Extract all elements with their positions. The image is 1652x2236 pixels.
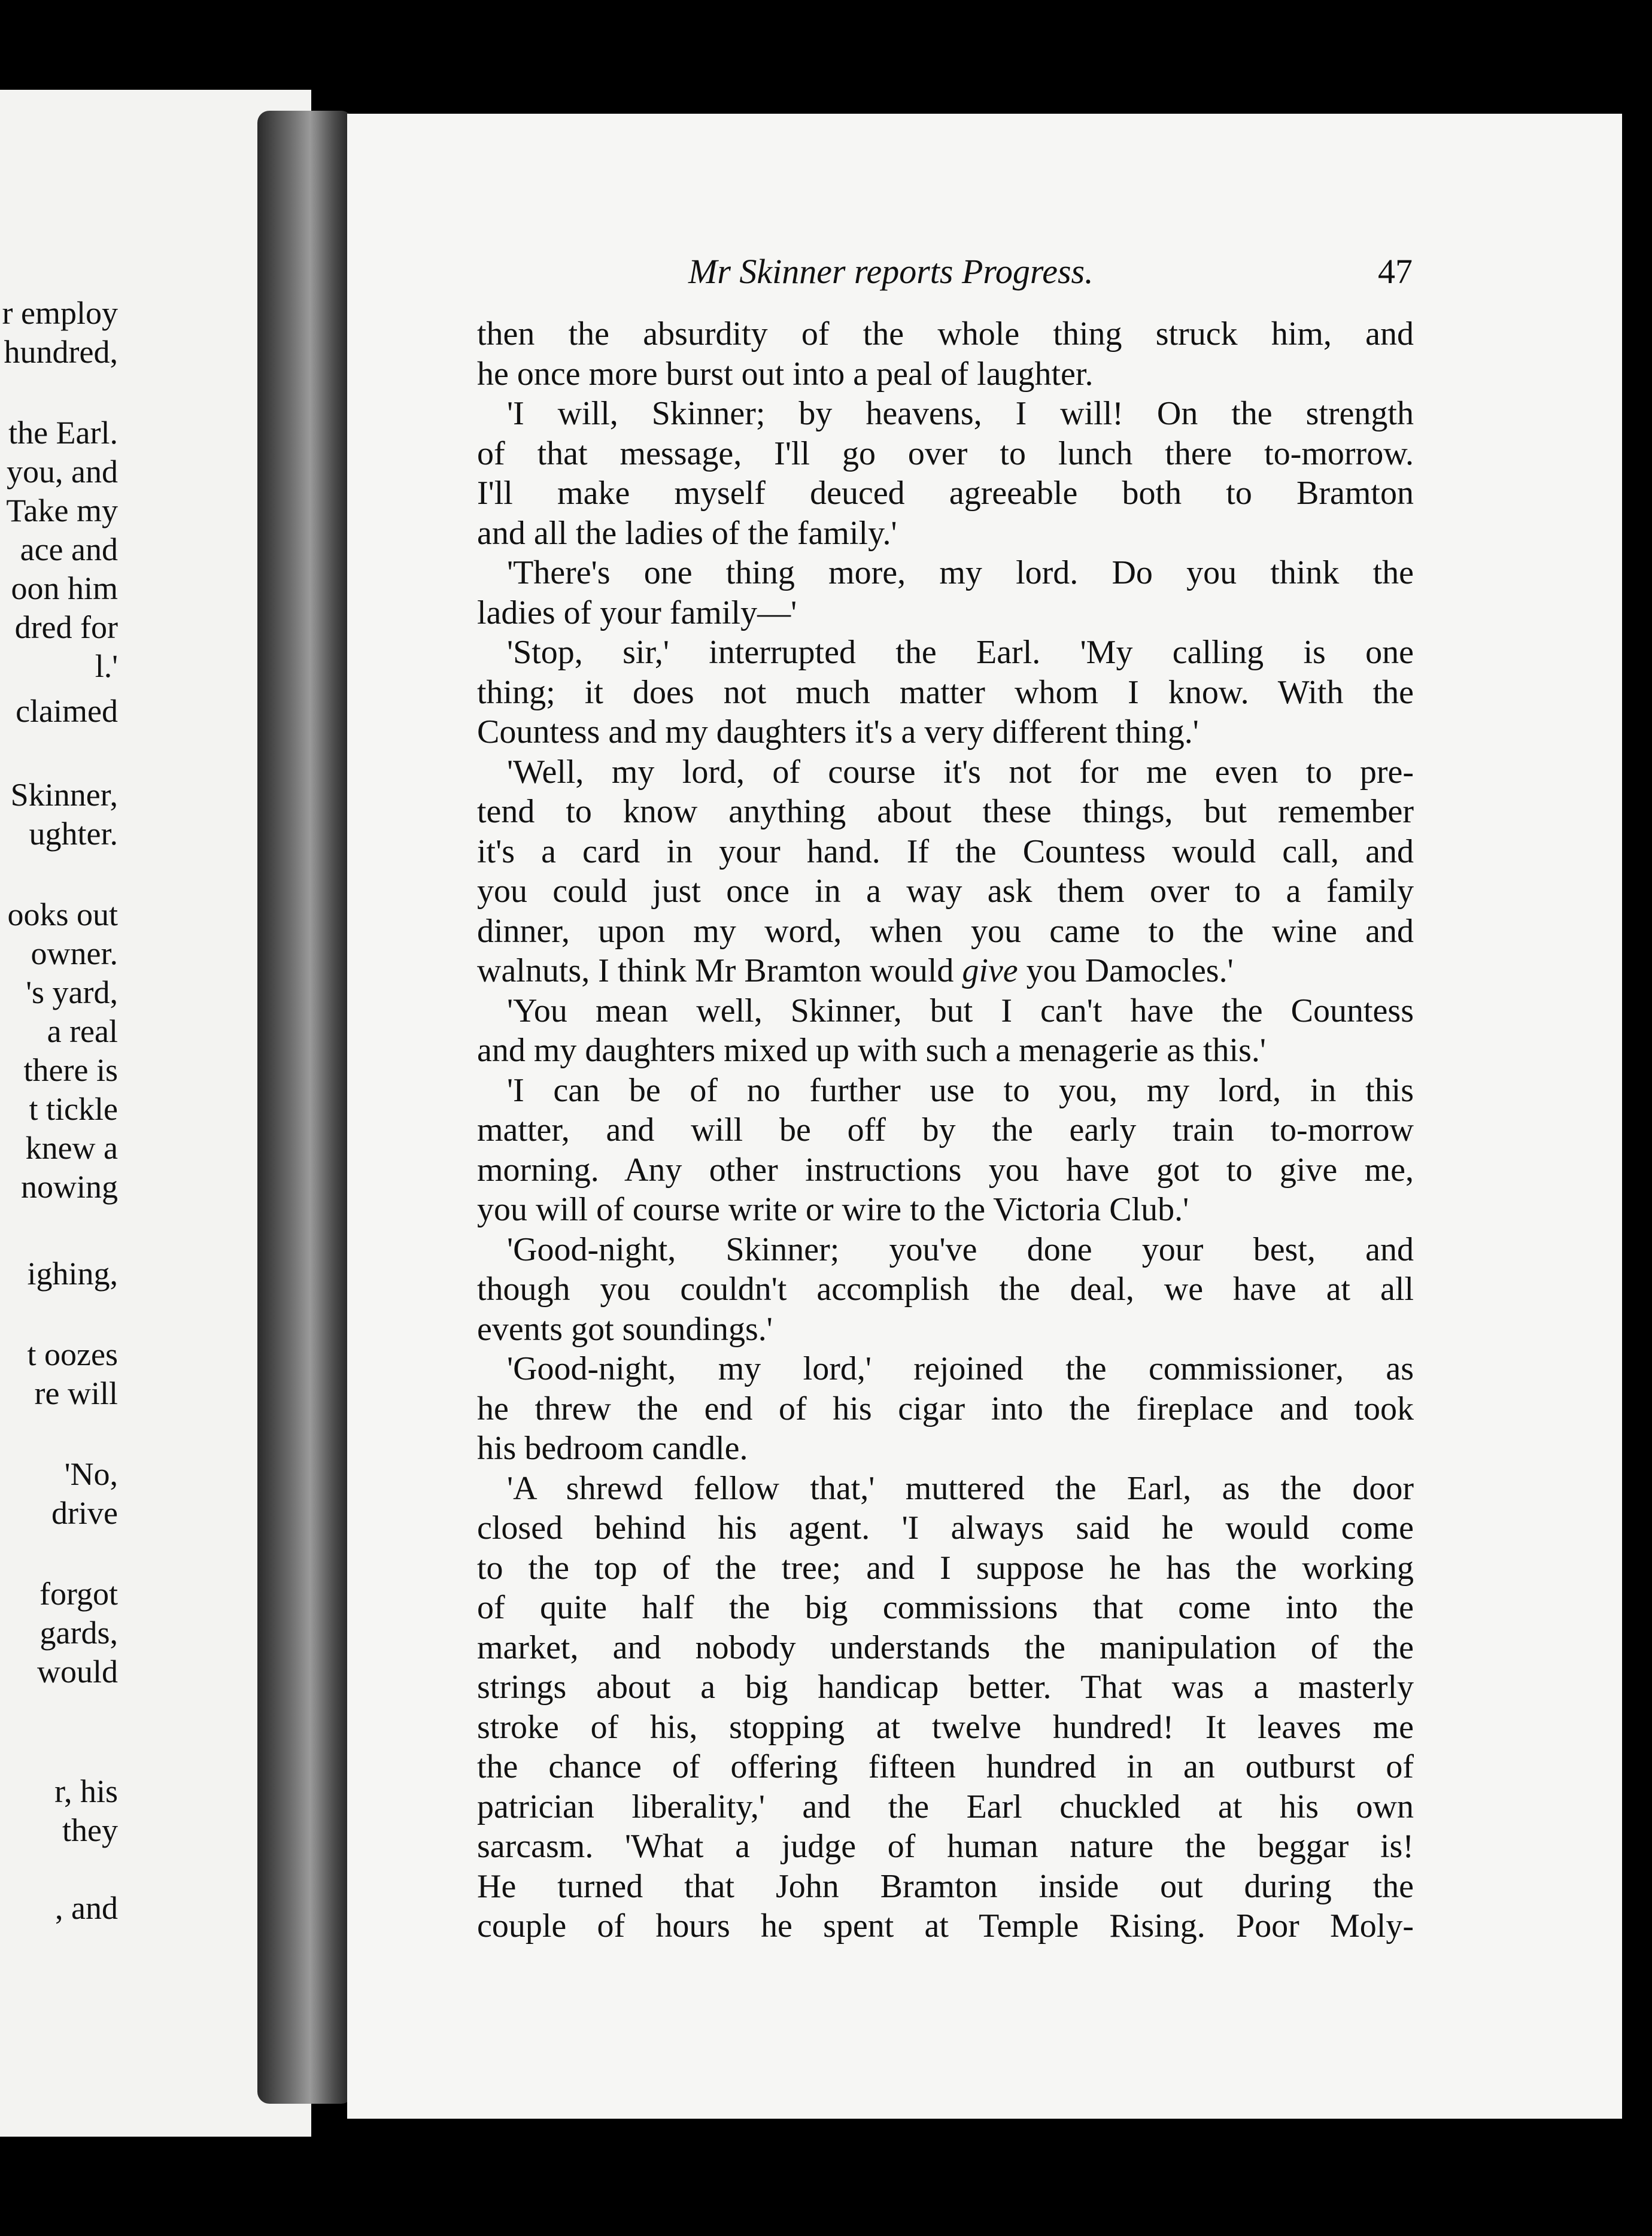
left-page-line: t tickle [29,1091,118,1127]
text-line: 'Well, my lord, of course it's not for me even to pre- [507,753,1414,791]
left-page-line: oon him [11,570,118,606]
text-line: 'A shrewd fellow that,' muttered the Earl, as the door [507,1469,1414,1507]
text-line: he threw the end of his cigar into the fireplace and took [477,1390,1414,1427]
left-page-line: you, and [7,454,118,490]
text-line: ladies of your family—' [477,594,797,631]
left-page-line: l.' [95,648,118,684]
text-line: events got soundings.' [477,1310,773,1348]
text-line: morning. Any other instructions you have got to give me, [477,1151,1414,1189]
left-page-line: knew a [25,1130,118,1166]
left-page-line: they [62,1812,118,1848]
left-page-line: the Earl. [8,415,118,451]
text-line: matter, and will be off by the early train to-morrow [477,1111,1414,1149]
left-page-line: ooks out [7,897,118,932]
body-text [477,314,1414,1946]
text-line: 'You mean well, Skinner, but I can't have the Countess [507,992,1414,1029]
text-line: He turned that John Bramton inside out during the [477,1867,1414,1905]
text-line: 'Stop, sir,' interrupted the Earl. 'My calling is one [507,634,1414,671]
left-page-line: forgot [40,1576,118,1612]
text-line: and my daughters mixed up with such a menagerie as this.' [477,1032,1266,1069]
text-line: of quite half the big commissions that come into the [477,1589,1414,1626]
text-line: closed behind his agent. 'I always said he would come [477,1509,1414,1547]
left-page-line: r, his [54,1773,118,1809]
emphasis-give: give [962,952,1018,989]
left-page-line: ughter. [29,816,118,852]
text-line: 'There's one thing more, my lord. Do you think the [507,554,1414,591]
text-line: you will of course write or wire to the Victoria Club.' [477,1191,1189,1228]
text-line: 'Good-night, my lord,' rejoined the commissioner, as [507,1350,1414,1387]
left-page-line: ighing, [27,1256,118,1292]
text-line: though you couldn't accomplish the deal, we have at all [477,1271,1414,1308]
left-page-line: a real [47,1013,118,1049]
text-line: he once more burst out into a peal of laughter. [477,355,1094,393]
left-page-line: Take my [6,493,118,528]
text-line: market, and nobody understands the manipulation of the [477,1629,1414,1666]
running-title: Mr Skinner reports Progress. [688,252,1094,291]
text-line: 'I will, Skinner; by heavens, I will! On the strength [507,395,1414,432]
text-line: sarcasm. 'What a judge of human nature the beggar is! [477,1828,1414,1865]
left-page-line: nowing [21,1169,118,1205]
left-page-line: 's yard, [26,974,118,1010]
left-page-line: t oozes [27,1336,118,1372]
left-page-line: drive [51,1495,118,1531]
text-line: couple of hours he spent at Temple Rising. Poor Moly- [477,1907,1414,1945]
left-page-line: , and [55,1890,118,1926]
left-page-line: would [37,1654,118,1690]
left-page-line: r employ [2,295,118,331]
left-page-line: hundred, [4,334,118,370]
text-line: it's a card in your hand. If the Countess would call, and [477,833,1414,870]
text-line: tend to know anything about these things, but remember [477,793,1414,830]
text-line: of that message, I'll go over to lunch there to-morrow. [477,435,1414,472]
text-line: and all the ladies of the family.' [477,514,897,552]
text-line: strings about a big handicap better. That was a masterly [477,1669,1414,1706]
text-line: you could just once in a way ask them over to a family [477,873,1414,910]
text-line: stroke of his, stopping at twelve hundred! It leaves me [477,1708,1414,1746]
text-line: 'I can be of no further use to you, my lord, in this [507,1071,1414,1109]
book-gutter [257,111,353,2104]
left-page-line: owner. [31,935,118,971]
text-line: patrician liberality,' and the Earl chuckled at his own [477,1788,1414,1825]
left-page-line: 'No, [64,1456,118,1492]
text-line: walnuts, I think Mr Bramton would give you Damocles.' [477,952,1234,989]
text-line: dinner, upon my word, when you came to the wine and [477,912,1414,950]
left-page-line: gards, [40,1615,118,1651]
left-page-line: ace and [20,531,118,567]
left-page-line: dred for [14,609,118,645]
left-page-line: re will [34,1375,118,1411]
left-page-line: Skinner, [10,777,118,813]
text-line: Countess and my daughters it's a very different thing.' [477,713,1199,751]
text-line: the chance of offering fifteen hundred in an outburst of [477,1748,1414,1785]
text-line: 'Good-night, Skinner; you've done your best, and [507,1231,1414,1268]
text-line: then the absurdity of the whole thing struck him, and [477,315,1414,353]
text-line: his bedroom candle. [477,1430,748,1467]
left-page-line: there is [23,1052,118,1088]
text-line: I'll make myself deuced agreeable both to Bramton [477,475,1414,512]
page-header [688,251,1413,293]
text-line: thing; it does not much matter whom I know. With the [477,673,1414,711]
text-line: to the top of the tree; and I suppose he has the working [477,1549,1414,1587]
page-number: 47 [1378,252,1413,291]
left-page-line: claimed [16,693,118,729]
